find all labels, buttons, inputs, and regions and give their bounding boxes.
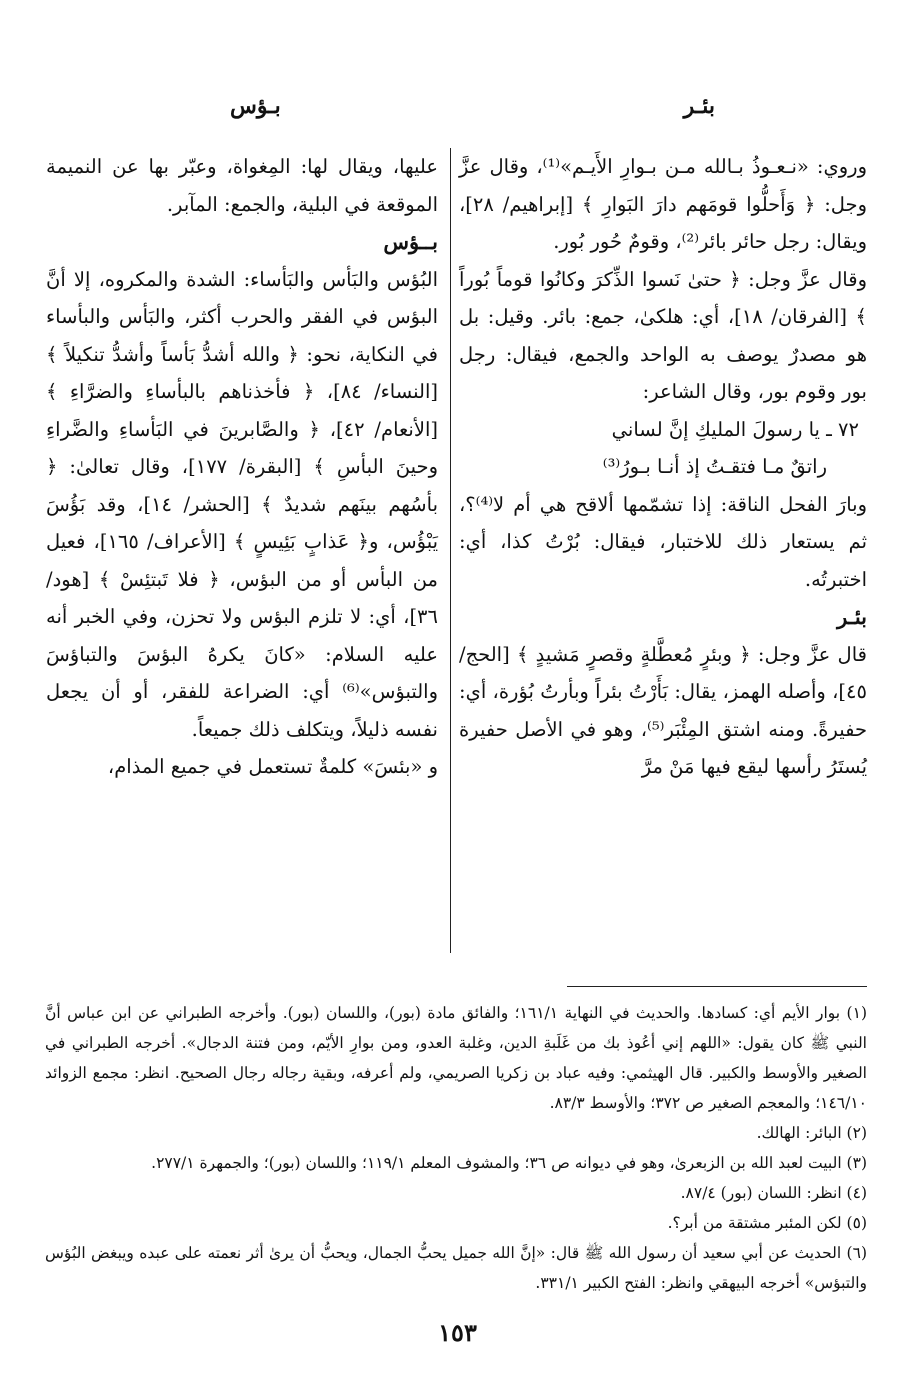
running-head-right: بئـر — [683, 93, 715, 119]
paragraph: وبارَ الفحل الناقة: إذا تشمّمها ألاقح هي أم لا⁽⁴⁾؟، ثم يستعار ذلك للاختبار، فيقال: بُرْتُ كذا، أي: اختبرتُه. — [459, 492, 867, 591]
paragraph: البُؤس والبَأس والبَأساء: الشدة والمكروه، إلا أنَّ البؤس في الفقر والحرب أكثر، والبَأس والبأساء في النكاية، نحو: ﴿ والله أشدُّ بَأساً وأشدُّ تنكيلاً ﴾ [النساء/ ٨٤]، ﴿ فأخذناهم بالبأساءِ والضرَّاءِ ﴾ [الأنعام/ ٤٢]، ﴿ والصَّابرينَ في البَأساءِ والضَّراءِ وحينَ البأسِ ﴾ [البقرة/ ١٧٧]، وقال تعالىٰ: ﴿ بأسُهم بينَهم شديدٌ ﴾ [الحشر/ ١٤]، وقد بَؤُسَ يَبْؤُس، و﴿ عَذابٍ بَئِيسٍ ﴾ [الأعراف/ ١٦٥]، فعيل من البأس أو من البؤس، ﴿ فلا تَبتئِسْ ﴾ [هود/ ٣٦]، أي: لا تلزم البؤس ولا تحزن، وفي الخبر أنه عليه السلام: «كانَ يكرهُ البؤسَ والتباؤسَ والتبؤس»⁽⁶⁾ أي: الضراعة للفقر، أو أن يجعل نفسه ذليلاً، ويتكلف ذلك جميعاً. — [46, 267, 439, 741]
paragraph: قال عزَّ وجل: ﴿ وبئرٍ مُعطَّلةٍ وقصرٍ مَشيدٍ ﴾ [الحج/ ٤٥]، وأصله الهمز، يقال: بَأَرْتُ بئراً وبأرتُ بُؤرة، أي: حفيرةً. ومنه اشتق المِئْبَر⁽⁵⁾، وهو في الأصل حفيرة يُستَرُ رأسها ليقع فيها مَنْ مرَّ — [459, 642, 867, 778]
footnote: (٢) البائر: الهالك. — [756, 1124, 867, 1142]
running-head-left: بـؤس — [230, 93, 281, 119]
page-number: ١٥٣ — [438, 1318, 477, 1347]
paragraph: وقال عزَّ وجل: ﴿ حتىٰ نَسوا الذِّكرَ وكانُوا قوماً بُوراً ﴾ [الفرقان/ ١٨]، أي: هلكىٰ، جمع: بائر. وقيل: بل هو مصدرٌ يوصف به الواحد والجمع، فيقال: رجل بور وقوم بور، وقال الشاعر: — [459, 267, 867, 403]
entry-heading: بئـر — [837, 604, 867, 629]
column-divider — [450, 148, 451, 953]
left-column — [46, 148, 438, 786]
footnote: (١) بوار الأيم أي: كسادها. والحديث في النهاية ١٦١/١؛ والفائق مادة (بور)، واللسان (بور). وأخرجه الطبراني عن ابن عباس أنَّ النبي ﷺ كان يقول: «اللهم إني أعُوذ بك من غَلَبةِ الدين، وغلبة العدو، ومن بوارِ الأيّم، ومن فتنة الدجال». أخرجه الطبراني في الصغير والأوسط والكبير. قال الهيثمي: وفيه عباد بن زكريا الصريمي، ولم أعرفه، وبقية رجاله رجال الصحيح. انظر: مجمع الزوائد ١٤٦/١٠؛ والمعجم الصغير ص ٣٧٢؛ والأوسط ٨٣/٣. — [45, 1004, 867, 1112]
paragraph: و «بئسَ» كلمةٌ تستعمل في جميع المذام، — [107, 755, 438, 778]
footnote: (٤) انظر: اللسان (بور) ٨٧/٤. — [680, 1184, 867, 1202]
footnote: (٦) الحديث عن أبي سعيد أن رسول الله ﷺ قال: «إنَّ الله جميل يحبُّ الجمال، ويحبُّ أن يرىٰ أثر نعمته على عبده ويبغض البُؤس والتبؤس» أخرجه البيهقي وانظر: الفتح الكبير ٣٣١/١. — [45, 1244, 867, 1292]
right-column — [459, 148, 867, 786]
footnote: (٥) لكن المئبر مشتقة من أبر؟. — [667, 1214, 867, 1232]
footnote-divider — [567, 986, 867, 987]
paragraph: وروي: «نـعـوذُ بـالله مـن بـوارِ الأَيـم»⁽¹⁾، وقال عزَّ وجل: ﴿ وَأَحلُّوا قومَهم دارَ البَوارِ ﴾ [إبراهيم/ ٢٨]، ويقال: رجل حائر بائر⁽²⁾، وقومٌ حُور بُور. — [459, 155, 867, 253]
entry-heading: بــؤس — [383, 229, 438, 254]
footnote: (٣) البيت لعبد الله بن الزبعرىٰ، وهو في ديوانه ص ٣٦؛ والمشوف المعلم ١١٩/١؛ واللسان (بور)؛ والجمهرة ٢٧٧/١. — [151, 1154, 867, 1172]
verse-line: راتقٌ مـا فتقـتُ إذ أنـا بـورُ⁽³⁾ — [602, 455, 827, 478]
verse-line: ٧٢ ـ يا رسولَ المليكِ إنَّ لساني — [611, 417, 859, 441]
footnotes — [45, 998, 867, 1298]
paragraph: عليها، ويقال لها: المِغواة، وعبّر بها عن النميمة الموقعة في البلية، والجمع: المآبر. — [46, 155, 438, 216]
